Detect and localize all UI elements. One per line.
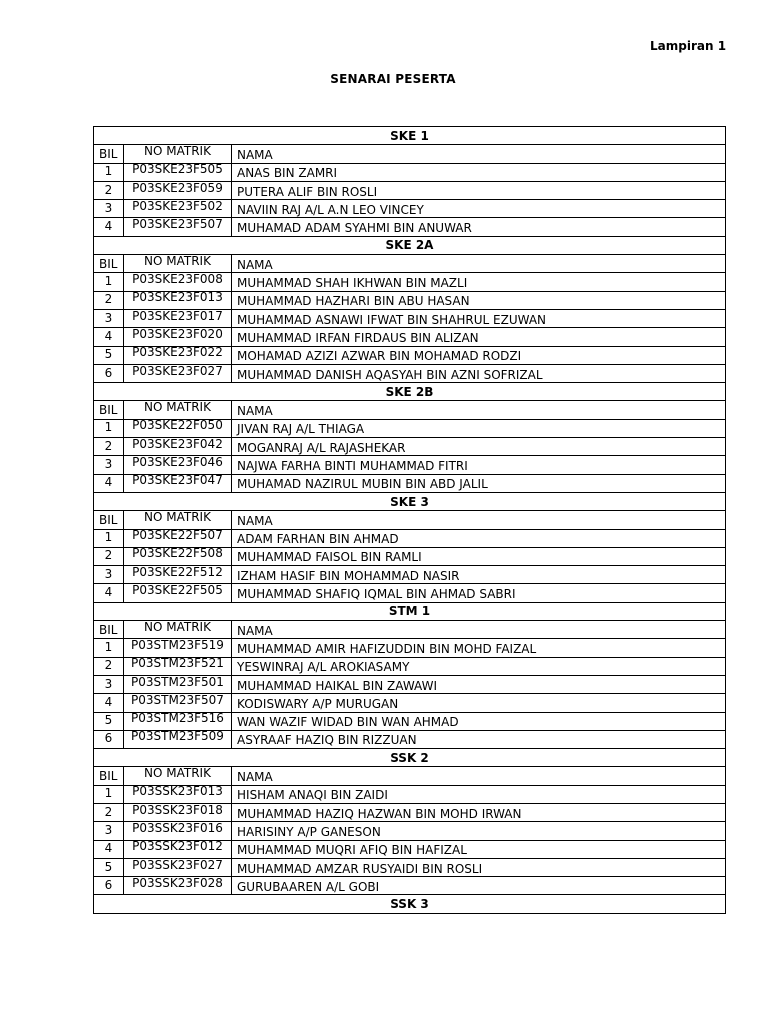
cell-nama	[232, 730, 726, 748]
cell-matrik-text: P03SSK23F016	[132, 821, 223, 835]
cell-matrik	[124, 730, 232, 748]
cell-nama-text: MUHAMMAD IRFAN FIRDAUS BIN ALIZAN	[237, 330, 479, 345]
cell-matrik-text: P03SKE22F508	[132, 547, 223, 561]
cell-matrik	[124, 639, 232, 657]
cell-nama	[232, 785, 726, 803]
cell-matrik-text: P03SKE23F047	[132, 474, 223, 488]
cell-nama-text: MUHAMMAD SHAFIQ IQMAL BIN AHMAD SABRI	[237, 587, 516, 602]
cell-nama-text: MUHAMMAD FAISOL BIN RAMLI	[237, 550, 422, 565]
cell-nama	[232, 877, 726, 895]
cell-matrik	[124, 273, 232, 291]
column-header-matrik	[124, 621, 232, 639]
cell-nama	[232, 218, 726, 236]
cell-nama-text: NAJWA FARHA BINTI MUHAMMAD FITRI	[237, 458, 468, 473]
cell-matrik	[124, 364, 232, 382]
cell-nama-text: IZHAM HASIF BIN MOHAMMAD NASIR	[237, 568, 460, 583]
column-header-nama-text: NAMA	[237, 147, 273, 162]
cell-nama	[232, 328, 726, 346]
column-header-nama	[232, 145, 726, 163]
column-header-nama-text: NAMA	[237, 623, 273, 638]
table-row	[94, 328, 726, 346]
cell-matrik-text: P03SKE23F022	[132, 346, 223, 360]
table-row	[94, 419, 726, 437]
cell-bil-text: 6	[104, 365, 113, 380]
table-row	[94, 730, 726, 748]
cell-matrik-text: P03STM23F501	[131, 675, 224, 689]
column-header-nama	[232, 767, 726, 785]
cell-nama-text: GURUBAAREN A/L GOBI	[237, 879, 380, 894]
table-row	[94, 712, 726, 730]
column-header-matrik	[124, 255, 232, 273]
section-header-row	[94, 602, 726, 620]
table-row	[94, 694, 726, 712]
table-row	[94, 218, 726, 236]
cell-bil-text: 3	[104, 200, 113, 215]
cell-matrik	[124, 456, 232, 474]
cell-matrik-text: P03STM23F519	[131, 638, 224, 652]
cell-matrik-text: P03SKE22F512	[132, 565, 223, 579]
cell-bil-text: 4	[104, 694, 113, 709]
column-header-matrik-text: NO MATRIK	[144, 620, 211, 634]
cell-matrik-text: P03STM23F509	[131, 730, 224, 744]
cell-nama	[232, 456, 726, 474]
cell-bil-text: 1	[104, 420, 113, 435]
table-row	[94, 474, 726, 492]
cell-matrik	[124, 419, 232, 437]
cell-nama	[232, 438, 726, 456]
cell-matrik-text: P03SKE23F017	[132, 309, 223, 323]
cell-bil-text: 1	[104, 274, 113, 289]
cell-nama-text: MUHAMAD NAZIRUL MUBIN BIN ABD JALIL	[237, 477, 488, 492]
cell-nama-text: ASYRAAF HAZIQ BIN RIZZUAN	[237, 733, 417, 748]
cell-matrik	[124, 181, 232, 199]
table-row	[94, 273, 726, 291]
cell-nama-text: MUHAMMAD HAZIQ HAZWAN BIN MOHD IRWAN	[237, 806, 522, 821]
cell-nama-text: WAN WAZIF WIDAD BIN WAN AHMAD	[237, 715, 459, 730]
cell-bil	[94, 200, 124, 218]
column-header-nama-text: NAMA	[237, 404, 273, 419]
cell-nama	[232, 675, 726, 693]
cell-matrik-text: P03SKE22F507	[132, 529, 223, 543]
cell-nama-text: MUHAMMAD ASNAWI IFWAT BIN SHAHRUL EZUWAN	[237, 312, 547, 327]
column-header-matrik	[124, 511, 232, 529]
table-row	[94, 309, 726, 327]
cell-matrik	[124, 858, 232, 876]
table-row	[94, 822, 726, 840]
cell-bil-text: 6	[104, 731, 113, 746]
cell-matrik	[124, 566, 232, 584]
cell-nama	[232, 822, 726, 840]
cell-matrik	[124, 328, 232, 346]
cell-matrik	[124, 438, 232, 456]
cell-bil-text: 4	[104, 841, 113, 856]
cell-matrik-text: P03STM23F507	[131, 693, 224, 707]
cell-matrik-text: P03STM23F521	[131, 657, 224, 671]
section-title: STM 1	[94, 602, 726, 620]
cell-nama-text: ADAM FARHAN BIN AHMAD	[237, 532, 399, 547]
cell-nama	[232, 584, 726, 602]
cell-bil	[94, 181, 124, 199]
column-header-bil-text: BIL	[99, 622, 118, 637]
section-title: SKE 2B	[94, 383, 726, 401]
column-header-bil	[94, 255, 124, 273]
section-header-row	[94, 236, 726, 254]
cell-nama-text: MUHAMMAD SHAH IKHWAN BIN MAZLI	[237, 276, 468, 291]
table-row	[94, 803, 726, 821]
table-row	[94, 639, 726, 657]
column-header-matrik	[124, 401, 232, 419]
table-row	[94, 566, 726, 584]
column-header-matrik-text: NO MATRIK	[144, 510, 211, 524]
column-header-bil-text: BIL	[99, 769, 118, 784]
cell-bil-text: 4	[104, 475, 113, 490]
column-header-row	[94, 145, 726, 163]
cell-matrik	[124, 822, 232, 840]
cell-matrik	[124, 218, 232, 236]
column-header-row	[94, 767, 726, 785]
cell-bil	[94, 822, 124, 840]
cell-bil-text: 3	[104, 676, 113, 691]
column-header-bil	[94, 511, 124, 529]
table-row	[94, 364, 726, 382]
cell-nama	[232, 181, 726, 199]
cell-matrik-text: P03SKE23F505	[132, 163, 223, 177]
cell-matrik-text: P03SKE23F027	[132, 364, 223, 378]
table-row	[94, 200, 726, 218]
cell-bil-text: 4	[104, 585, 113, 600]
cell-bil	[94, 803, 124, 821]
cell-bil-text: 2	[104, 804, 113, 819]
cell-nama-text: MOHAMAD AZIZI AZWAR BIN MOHAMAD RODZI	[237, 349, 522, 364]
cell-nama	[232, 309, 726, 327]
cell-matrik	[124, 712, 232, 730]
cell-matrik	[124, 291, 232, 309]
cell-nama-text: MUHAMMAD HAZHARI BIN ABU HASAN	[237, 294, 470, 309]
column-header-bil-text: BIL	[99, 403, 118, 418]
cell-bil-text: 1	[104, 639, 113, 654]
cell-matrik-text: P03SSK23F028	[132, 876, 223, 890]
section-title: SKE 1	[94, 127, 726, 145]
cell-bil-text: 3	[104, 822, 113, 837]
section-header-row	[94, 127, 726, 145]
cell-bil	[94, 566, 124, 584]
cell-matrik-text: P03SSK23F012	[132, 840, 223, 854]
cell-nama-text: MUHAMMAD MUQRI AFIQ BIN HAFIZAL	[237, 843, 467, 858]
cell-nama	[232, 419, 726, 437]
section-title: SKE 3	[94, 492, 726, 510]
cell-bil	[94, 438, 124, 456]
cell-bil	[94, 419, 124, 437]
column-header-nama-text: NAMA	[237, 770, 273, 785]
cell-bil-text: 1	[104, 164, 113, 179]
cell-matrik	[124, 547, 232, 565]
cell-nama-text: MUHAMAD ADAM SYAHMI BIN ANUWAR	[237, 221, 472, 236]
section-header-row	[94, 895, 726, 913]
cell-nama	[232, 346, 726, 364]
cell-nama	[232, 200, 726, 218]
section-header-row	[94, 492, 726, 510]
cell-bil-text: 4	[104, 328, 113, 343]
cell-nama-text: YESWINRAJ A/L AROKIASAMY	[237, 660, 410, 675]
cell-nama-text: MUHAMMAD HAIKAL BIN ZAWAWI	[237, 678, 437, 693]
cell-matrik-text: P03SKE23F013	[132, 291, 223, 305]
cell-bil-text: 1	[104, 530, 113, 545]
cell-matrik-text: P03SSK23F018	[132, 803, 223, 817]
cell-nama-text: ANAS BIN ZAMRI	[237, 166, 338, 181]
column-header-nama	[232, 621, 726, 639]
section-title: SKE 2A	[94, 236, 726, 254]
column-header-matrik	[124, 767, 232, 785]
cell-bil	[94, 840, 124, 858]
column-header-nama	[232, 511, 726, 529]
cell-bil	[94, 218, 124, 236]
cell-nama-text: HARISINY A/P GANESON	[237, 824, 381, 839]
cell-nama-text: KODISWARY A/P MURUGAN	[237, 696, 399, 711]
cell-bil	[94, 163, 124, 181]
cell-bil-text: 5	[104, 347, 113, 362]
cell-matrik	[124, 163, 232, 181]
cell-bil	[94, 639, 124, 657]
section-header-row	[94, 383, 726, 401]
column-header-nama-text: NAMA	[237, 257, 273, 272]
cell-nama	[232, 803, 726, 821]
cell-matrik-text: P03STM23F516	[131, 712, 224, 726]
table-row	[94, 584, 726, 602]
cell-bil-text: 2	[104, 658, 113, 673]
cell-matrik	[124, 785, 232, 803]
column-header-matrik-text: NO MATRIK	[144, 254, 211, 268]
column-header-nama	[232, 401, 726, 419]
cell-nama	[232, 273, 726, 291]
cell-bil	[94, 584, 124, 602]
participant-table	[93, 126, 726, 914]
table-row	[94, 785, 726, 803]
cell-bil	[94, 547, 124, 565]
cell-bil	[94, 730, 124, 748]
cell-bil-text: 2	[104, 438, 113, 453]
cell-nama-text: PUTERA ALIF BIN ROSLI	[237, 184, 378, 199]
cell-matrik-text: P03SSK23F027	[132, 858, 223, 872]
table-row	[94, 291, 726, 309]
table-row	[94, 858, 726, 876]
column-header-bil-text: BIL	[99, 512, 118, 527]
table-row	[94, 675, 726, 693]
attachment-label: Lampiran 1	[650, 39, 727, 53]
cell-bil-text: 4	[104, 219, 113, 234]
column-header-matrik	[124, 145, 232, 163]
cell-nama-text: JIVAN RAJ A/L THIAGA	[237, 422, 365, 437]
table-row	[94, 438, 726, 456]
cell-bil	[94, 456, 124, 474]
cell-matrik	[124, 657, 232, 675]
cell-bil	[94, 346, 124, 364]
cell-nama-text: MUHAMMAD AMIR HAFIZUDDIN BIN MOHD FAIZAL	[237, 641, 537, 656]
cell-bil-text: 3	[104, 566, 113, 581]
table-row	[94, 840, 726, 858]
cell-bil-text: 2	[104, 182, 113, 197]
cell-matrik-text: P03SKE22F505	[132, 583, 223, 598]
section-header-row	[94, 749, 726, 767]
column-header-row	[94, 511, 726, 529]
cell-bil-text: 3	[104, 456, 113, 471]
cell-bil	[94, 529, 124, 547]
cell-nama-text: MUHAMMAD AMZAR RUSYAIDI BIN ROSLI	[237, 861, 483, 876]
cell-matrik-text: P03SKE23F502	[132, 199, 223, 213]
column-header-bil	[94, 621, 124, 639]
cell-nama-text: NAVIIN RAJ A/L A.N LEO VINCEY	[237, 202, 424, 217]
column-header-nama	[232, 255, 726, 273]
column-header-row	[94, 621, 726, 639]
cell-nama	[232, 712, 726, 730]
cell-matrik-text: P03SKE23F008	[132, 272, 223, 287]
cell-nama	[232, 566, 726, 584]
cell-bil-text: 3	[104, 310, 113, 325]
cell-matrik-text: P03SKE23F046	[132, 455, 223, 469]
table-row	[94, 529, 726, 547]
cell-nama	[232, 474, 726, 492]
column-header-matrik-text: NO MATRIK	[144, 766, 211, 781]
cell-nama	[232, 657, 726, 675]
table-row	[94, 163, 726, 181]
cell-nama-text: MOGANRAJ A/L RAJASHEKAR	[237, 440, 406, 455]
cell-bil-text: 5	[104, 713, 113, 728]
cell-matrik	[124, 200, 232, 218]
cell-nama	[232, 364, 726, 382]
cell-nama	[232, 163, 726, 181]
cell-matrik	[124, 675, 232, 693]
cell-bil-text: 2	[104, 548, 113, 563]
column-header-row	[94, 255, 726, 273]
cell-matrik	[124, 694, 232, 712]
column-header-matrik-text: NO MATRIK	[144, 400, 211, 415]
column-header-bil	[94, 767, 124, 785]
cell-matrik	[124, 803, 232, 821]
column-header-bil-text: BIL	[99, 256, 118, 271]
cell-matrik	[124, 346, 232, 364]
cell-bil	[94, 785, 124, 803]
section-title: SSK 3	[94, 895, 726, 913]
column-header-nama-text: NAMA	[237, 513, 273, 528]
cell-matrik	[124, 840, 232, 858]
cell-nama	[232, 858, 726, 876]
column-header-matrik-text: NO MATRIK	[144, 144, 211, 158]
table-row	[94, 181, 726, 199]
cell-matrik-text: P03SKE23F059	[132, 181, 223, 195]
cell-bil	[94, 858, 124, 876]
cell-bil-text: 6	[104, 877, 113, 892]
participant-table-body	[94, 127, 726, 914]
cell-bil	[94, 694, 124, 712]
cell-nama	[232, 639, 726, 657]
column-header-bil-text: BIL	[99, 146, 118, 161]
cell-matrik	[124, 584, 232, 602]
table-row	[94, 657, 726, 675]
table-row	[94, 877, 726, 895]
cell-matrik-text: P03SKE23F020	[132, 327, 223, 341]
table-row	[94, 346, 726, 364]
cell-bil	[94, 328, 124, 346]
cell-bil	[94, 675, 124, 693]
cell-bil-text: 1	[104, 786, 113, 801]
cell-nama	[232, 529, 726, 547]
table-row	[94, 456, 726, 474]
cell-bil	[94, 712, 124, 730]
cell-matrik-text: P03SKE23F042	[132, 437, 223, 451]
cell-matrik	[124, 474, 232, 492]
cell-matrik-text: P03SKE23F507	[132, 217, 223, 232]
document-title: SENARAI PESERTA	[330, 72, 456, 86]
cell-bil	[94, 364, 124, 382]
cell-bil	[94, 309, 124, 327]
cell-bil	[94, 474, 124, 492]
cell-bil	[94, 657, 124, 675]
column-header-bil	[94, 145, 124, 163]
cell-matrik	[124, 309, 232, 327]
cell-matrik-text: P03SSK23F013	[132, 785, 223, 799]
cell-nama	[232, 694, 726, 712]
cell-nama-text: MUHAMMAD DANISH AQASYAH BIN AZNI SOFRIZAL	[237, 367, 543, 382]
cell-bil	[94, 291, 124, 309]
cell-bil-text: 5	[104, 859, 113, 874]
cell-bil-text: 2	[104, 292, 113, 307]
section-title: SSK 2	[94, 749, 726, 767]
cell-nama-text: HISHAM ANAQI BIN ZAIDI	[237, 788, 388, 803]
column-header-row	[94, 401, 726, 419]
cell-bil	[94, 273, 124, 291]
cell-matrik	[124, 877, 232, 895]
cell-nama	[232, 840, 726, 858]
column-header-bil	[94, 401, 124, 419]
cell-matrik	[124, 529, 232, 547]
cell-bil	[94, 877, 124, 895]
table-row	[94, 547, 726, 565]
cell-nama	[232, 291, 726, 309]
cell-matrik-text: P03SKE22F050	[132, 419, 223, 433]
cell-nama	[232, 547, 726, 565]
